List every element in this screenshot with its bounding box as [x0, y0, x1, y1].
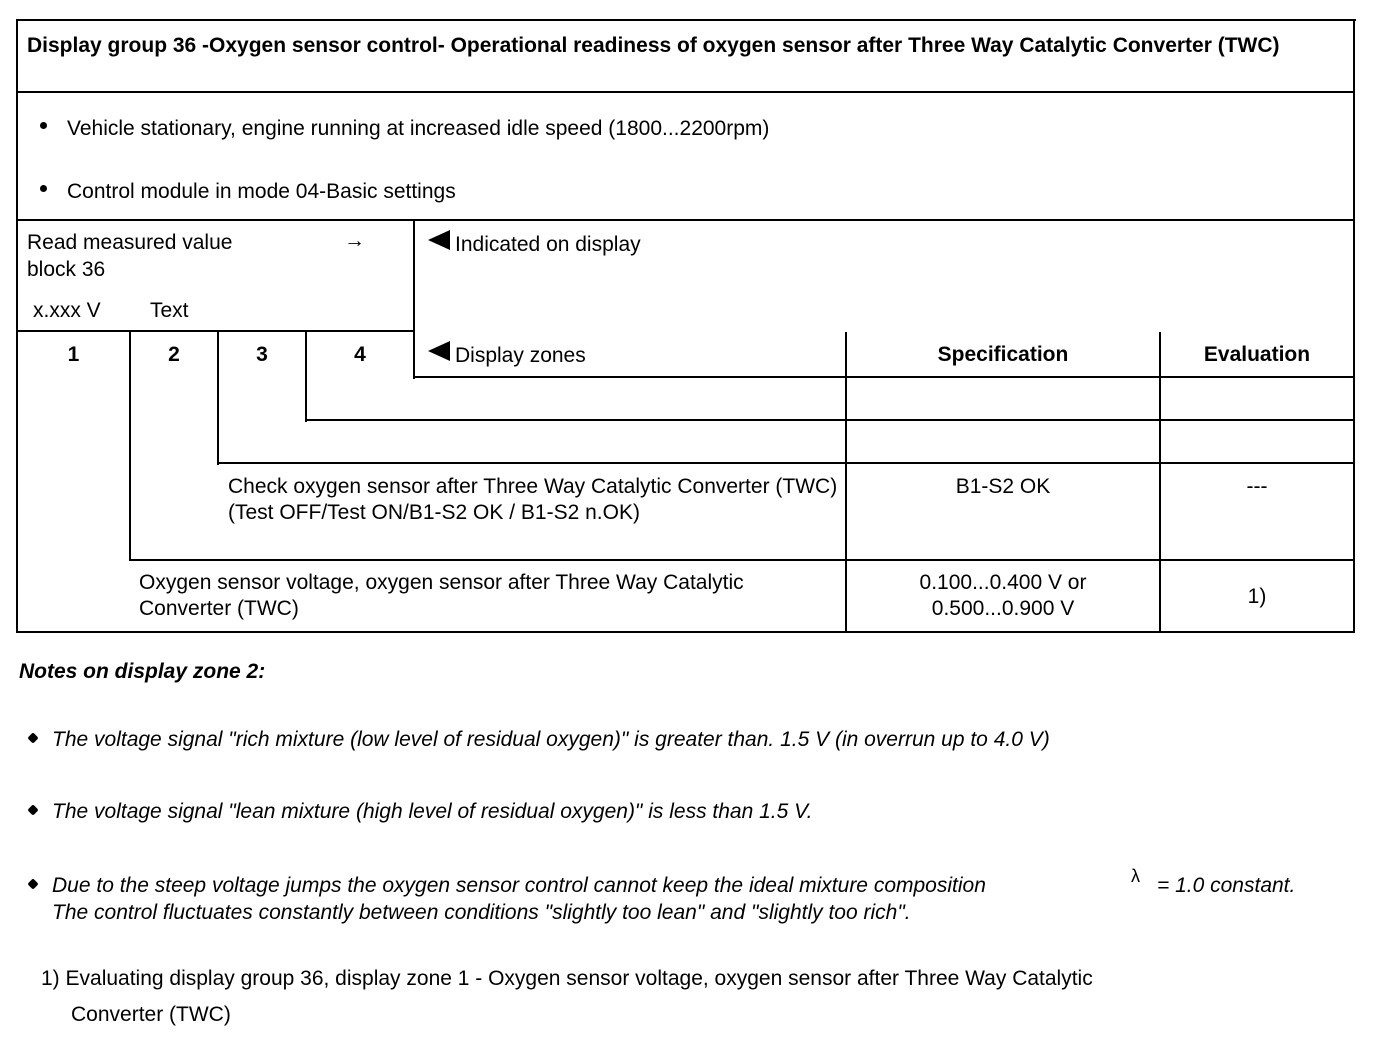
specification-header: Specification	[937, 343, 1069, 366]
read-block-number: block 36	[27, 258, 106, 281]
lambda-symbol: λ	[1131, 866, 1140, 886]
bullet-icon	[40, 122, 47, 129]
zone-1-specification-line2: 0.500...0.900 V	[931, 597, 1075, 620]
note-item: Due to the steep voltage jumps the oxygen sensor control cannot keep the ideal mixture composition	[52, 874, 986, 897]
page-title: Display group 36 -Oxygen sensor control- Operational readiness of oxygen sensor after Three Way Catalytic Converter (TWC)	[27, 34, 1280, 57]
notes-title: Notes on display zone 2:	[19, 660, 266, 683]
condition-item: Control module in mode 04-Basic settings	[67, 180, 456, 203]
display-zones-label: Display zones	[455, 344, 586, 367]
note-item: The voltage signal "lean mixture (high level of residual oxygen)" is less than 1.5 V.	[52, 800, 813, 823]
note-item-line2: The control fluctuates constantly between conditions "slightly too lean" and "slightly too rich".	[52, 901, 911, 924]
zone-1-header: 1	[67, 343, 80, 366]
indicated-on-display: Indicated on display	[455, 233, 641, 256]
note-item: The voltage signal "rich mixture (low level of residual oxygen)" is greater than. 1.5 V (in overrun up to 4.0 V)	[52, 728, 1050, 751]
condition-item: Vehicle stationary, engine running at increased idle speed (1800...2200rpm)	[67, 117, 770, 140]
diamond-bullet-icon	[27, 732, 38, 743]
zone-4-header: 4	[354, 343, 366, 366]
bullet-icon	[40, 185, 47, 192]
zone-1-specification-line1: 0.100...0.400 V or	[919, 571, 1087, 594]
unit-label: x.xxx V	[33, 299, 101, 322]
footnote-line1: 1) Evaluating display group 36, display zone 1 - Oxygen sensor voltage, oxygen sensor after Three Way Catalytic	[41, 967, 1093, 990]
diamond-bullet-icon	[27, 878, 38, 889]
text-label: Text	[150, 299, 189, 322]
pointer-triangle-icon	[428, 230, 450, 250]
zone-2-header: 2	[168, 343, 180, 366]
footnote-line2: Converter (TWC)	[71, 1003, 231, 1026]
pointer-triangle-icon	[428, 341, 450, 361]
read-block-label: Read measured value	[27, 231, 233, 254]
zone-2-evaluation: ---	[1246, 475, 1268, 498]
evaluation-header: Evaluation	[1203, 343, 1311, 366]
arrow-right-icon: →	[344, 229, 365, 252]
note-item-continued: = 1.0 constant.	[1157, 874, 1296, 897]
zone-2-specification: B1-S2 OK	[955, 475, 1051, 498]
zone-2-description: Check oxygen sensor after Three Way Catalytic Converter (TWC) (Test OFF/Test ON/B1-S2 OK / B1-S2 n.OK)	[228, 475, 838, 524]
zone-1-evaluation: 1)	[1247, 585, 1267, 608]
zone-3-header: 3	[256, 343, 268, 366]
diamond-bullet-icon	[27, 804, 38, 815]
zone-1-description: Oxygen sensor voltage, oxygen sensor after Three Way Catalytic Converter (TWC)	[139, 571, 744, 620]
